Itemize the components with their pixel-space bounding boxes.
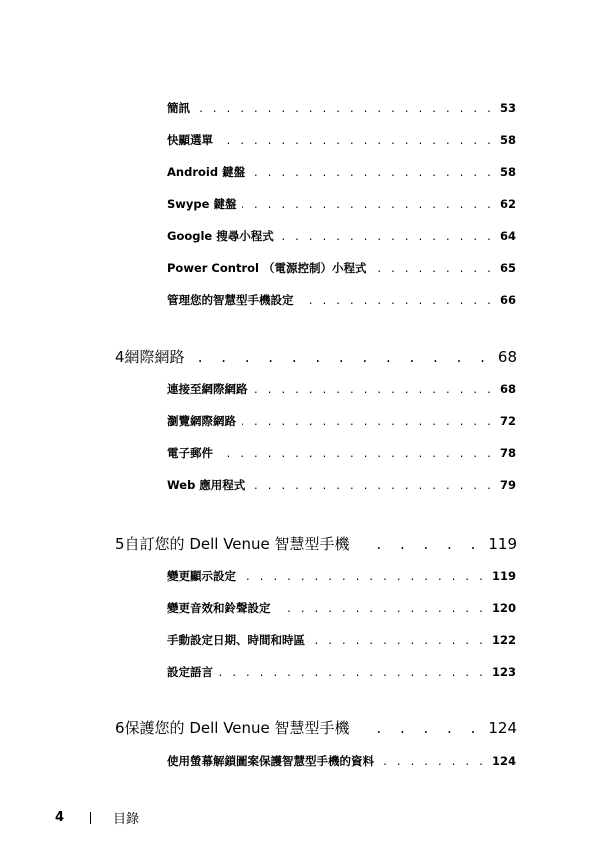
dot-leader xyxy=(280,229,494,243)
dot-leader xyxy=(219,446,494,460)
toc-entry xyxy=(167,477,516,493)
chapter-page: 68 xyxy=(497,348,517,366)
dot-leader xyxy=(254,382,494,396)
dot-leader xyxy=(242,197,494,211)
toc-entry xyxy=(167,292,516,308)
toc-entry xyxy=(167,196,516,212)
dot-leader xyxy=(277,601,486,615)
entry-page: 119 xyxy=(491,569,516,583)
entry-title: 變更音效和鈴聲設定 xyxy=(167,601,271,615)
footer-page-number: 4 xyxy=(55,810,65,825)
toc-entry xyxy=(167,445,516,461)
entry-page: 122 xyxy=(491,633,516,647)
dot-leader xyxy=(311,633,486,647)
dot-leader xyxy=(356,535,483,553)
chapter-entry xyxy=(115,717,517,738)
chapter-number: 5 xyxy=(115,535,125,553)
chapter-entry xyxy=(115,346,517,367)
entry-page: 53 xyxy=(499,101,516,115)
toc-entry xyxy=(167,100,516,116)
toc-entry xyxy=(167,568,516,584)
entry-page: 58 xyxy=(499,165,516,179)
dot-leader xyxy=(242,414,494,428)
entry-page: 78 xyxy=(499,446,516,460)
toc-entry xyxy=(167,164,516,180)
dot-leader xyxy=(372,261,494,275)
dot-leader xyxy=(251,165,494,179)
toc-entry xyxy=(167,632,516,648)
entry-page: 62 xyxy=(499,197,516,211)
chapter-title: 網際網路 xyxy=(124,348,185,366)
entry-title: 連接至網際網路 xyxy=(167,382,248,396)
entry-page: 72 xyxy=(499,414,516,428)
entry-title: Google 搜尋小程式 xyxy=(167,229,274,243)
entry-page: 120 xyxy=(491,601,516,615)
toc-entry xyxy=(167,753,516,769)
toc-entry xyxy=(167,664,516,680)
entry-page: 64 xyxy=(499,229,516,243)
entry-title: 瀏覽網際網路 xyxy=(167,414,236,428)
entry-title: Android 鍵盤 xyxy=(167,165,246,179)
dot-leader xyxy=(300,293,494,307)
dot-leader xyxy=(356,719,483,737)
footer-divider xyxy=(90,812,91,824)
entry-title: 管理您的智慧型手機設定 xyxy=(167,293,294,307)
entry-title: Power Control （電源控制）小程式 xyxy=(167,261,367,275)
chapter-number: 6 xyxy=(115,719,125,737)
toc-entry xyxy=(167,600,516,616)
chapter-number: 4 xyxy=(115,348,125,366)
entry-title: 變更顯示設定 xyxy=(167,569,236,583)
chapter-entry xyxy=(115,533,517,554)
dot-leader xyxy=(219,665,486,679)
entry-page: 68 xyxy=(499,382,516,396)
toc-entry xyxy=(167,228,516,244)
chapter-title: 自訂您的 Dell Venue 智慧型手機 xyxy=(124,535,350,553)
entry-title: 簡訊 xyxy=(167,101,190,115)
entry-page: 65 xyxy=(499,261,516,275)
entry-title: Swype 鍵盤 xyxy=(167,197,237,211)
entry-page: 58 xyxy=(499,133,516,147)
chapter-title: 保護您的 Dell Venue 智慧型手機 xyxy=(124,719,350,737)
entry-page: 66 xyxy=(499,293,516,307)
toc-entry xyxy=(167,132,516,148)
dot-leader xyxy=(219,133,494,147)
entry-title: 使用螢幕解鎖圖案保護智慧型手機的資料 xyxy=(167,754,374,768)
entry-title: 設定語言 xyxy=(167,665,213,679)
toc-entry xyxy=(167,260,516,276)
footer-section-title: 目錄 xyxy=(113,812,140,827)
entry-page: 123 xyxy=(491,665,516,679)
entry-title: Web 應用程式 xyxy=(167,478,246,492)
toc-entry xyxy=(167,413,516,429)
dot-leader xyxy=(380,754,486,768)
entry-page: 79 xyxy=(499,478,516,492)
dot-leader xyxy=(242,569,486,583)
dot-leader xyxy=(196,101,494,115)
page-footer xyxy=(55,808,139,827)
chapter-page: 119 xyxy=(488,535,517,553)
chapter-page: 124 xyxy=(488,719,517,737)
dot-leader xyxy=(251,478,494,492)
entry-title: 手動設定日期、時間和時區 xyxy=(167,633,305,647)
toc-entry xyxy=(167,381,516,397)
entry-page: 124 xyxy=(491,754,516,768)
entry-title: 電子郵件 xyxy=(167,446,213,460)
dot-leader xyxy=(191,348,492,366)
entry-title: 快顯選單 xyxy=(167,133,213,147)
